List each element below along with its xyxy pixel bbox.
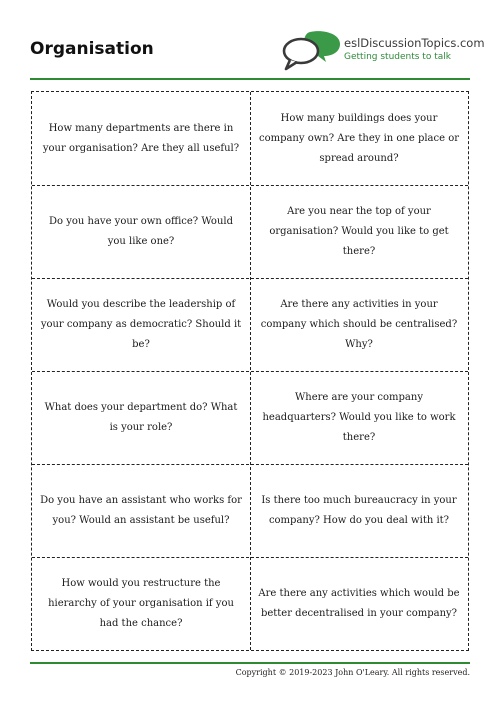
- speech-bubbles-icon: [280, 28, 344, 72]
- question-text: Where are your company headquarters? Would you like to work there?: [262, 391, 456, 443]
- question-card: [32, 371, 250, 464]
- question-text: Would you describe the leadership of your company as democratic? Should it be?: [40, 298, 242, 350]
- page-title: Organisation: [30, 39, 154, 59]
- question-card: [32, 92, 250, 185]
- question-text: Are there any activities which would be better decentralised in your company?: [258, 587, 460, 619]
- question-card: [32, 278, 250, 371]
- question-card: [250, 185, 468, 278]
- question-card: [32, 464, 250, 557]
- question-text: Are you near the top of your organisation? Would you like to get there?: [269, 205, 449, 257]
- card-grid: [31, 91, 469, 651]
- footer-divider: [30, 662, 470, 664]
- question-card: [32, 557, 250, 650]
- question-text: How would you restructure the hierarchy of your organisation if you had the chance?: [48, 577, 234, 629]
- question-card: [250, 371, 468, 464]
- question-card: [32, 185, 250, 278]
- header-divider: [30, 78, 470, 80]
- brand-name: eslDiscussionTopics.com: [344, 36, 485, 50]
- question-text: Is there too much bureaucracy in your company? How do you deal with it?: [261, 494, 457, 526]
- question-text: Do you have your own office? Would you like one?: [49, 215, 233, 247]
- question-card: [250, 464, 468, 557]
- question-text: Do you have an assistant who works for you? Would an assistant be useful?: [40, 494, 242, 526]
- brand-tagline: Getting students to talk: [344, 52, 451, 62]
- copyright-notice: Copyright © 2019-2023 John O'Leary. All rights reserved.: [235, 668, 470, 677]
- question-text: How many buildings does your company own? Are they in one place or spread around?: [258, 112, 460, 164]
- question-card: [250, 557, 468, 650]
- question-text: Are there any activities in your company which should be centralised? Why?: [260, 298, 458, 350]
- question-text: What does your department do? What is your role?: [44, 401, 238, 433]
- question-card: [250, 278, 468, 371]
- question-card: [250, 92, 468, 185]
- question-text: How many departments are there in your organisation? Are they all useful?: [42, 122, 240, 154]
